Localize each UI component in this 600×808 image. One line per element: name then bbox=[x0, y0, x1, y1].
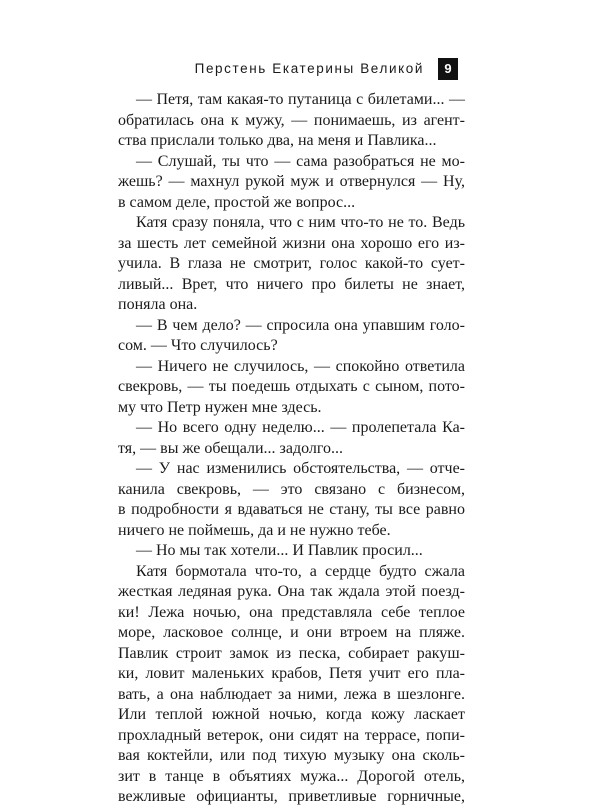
text-line: Катя бормотала что-то, а сердце будто сжала bbox=[136, 562, 465, 580]
text-line: ства прислали только два, на меня и Павлика... bbox=[118, 132, 437, 149]
page-header bbox=[120, 58, 470, 80]
text-line: ки! Лежа ночью, она представляла себе теплое bbox=[118, 603, 465, 621]
text-line: ничего не поймешь, да и не нужно тебе. bbox=[118, 521, 391, 539]
text-line: поняла она. bbox=[118, 296, 198, 313]
text-line: вая коктейли, или под тихую музыку она сколь- bbox=[118, 747, 465, 764]
text-line: — У нас изменились обстоятельства, — отче- bbox=[136, 460, 465, 477]
text-line: — В чем дело? — спросила она упавшим голо- bbox=[136, 316, 465, 334]
text-line: Павлик строит замок из песка, собирает ракуш- bbox=[118, 644, 465, 662]
text-line: жешь? — махнул рукой муж и отвернулся — Ну, bbox=[118, 173, 465, 190]
text-line: зит в танце в объятиях мужа... Дорогой отель, bbox=[118, 767, 465, 785]
text-line: ки, ловит маленьких крабов, Петя учит его пла- bbox=[118, 665, 465, 682]
text-line: свекровь, — ты поедешь отдыхать с сыном, пото- bbox=[118, 378, 465, 395]
text-line: му что Петр нужен мне здесь. bbox=[118, 398, 322, 416]
text-line: сом. — Что случилось? bbox=[118, 337, 278, 354]
text-line: в подробности я вдаваться не стану, ты все равно bbox=[118, 501, 465, 518]
text-line: обратилась она к мужу, — понимаешь, из агент- bbox=[118, 111, 465, 129]
text-line: жесткая ледяная рука. Она так ждала этой поезд- bbox=[118, 583, 465, 600]
text-line: Катя сразу поняла, что с ним что-то не то. Ведь bbox=[136, 214, 465, 231]
text-line: за шесть лет семейной жизни она хорошо его из- bbox=[118, 234, 465, 252]
text-line: ливый... Врет, что ничего про билеты не знает, bbox=[118, 275, 465, 293]
text-line: канила свекровь, — это связано с бизнесом, bbox=[118, 480, 465, 498]
text-line: учила. В глаза не смотрит, голос какой-то сует- bbox=[118, 255, 465, 272]
text-line: в самом деле, простой же вопрос... bbox=[118, 193, 356, 211]
page-number: 9 bbox=[438, 58, 458, 80]
text-line: вать, а она наблюдает за ними, лежа в шезлонге. bbox=[118, 685, 465, 703]
text-line: — Но мы так хотели... И Павлик просил... bbox=[136, 542, 423, 559]
text-line: — Слушай, ты что — сама разобраться не мо- bbox=[136, 152, 465, 170]
text-line: Или теплой южной ночью, когда кожу ласкает bbox=[118, 706, 465, 723]
text-line: прохладный ветерок, они сидят на террасе, попи- bbox=[118, 726, 465, 744]
text-line: тя, — вы же обещали... задолго... bbox=[118, 439, 344, 457]
book-text bbox=[118, 90, 465, 808]
text-line: вежливые официанты, приветливые горничные, bbox=[118, 788, 465, 805]
text-line: — Петя, там какая-то путаница с билетами... — bbox=[136, 91, 465, 108]
text-line: море, ласковое солнце, и они втроем на пляже. bbox=[118, 624, 465, 641]
text-line: — Ничего не случилось, — спокойно ответила bbox=[136, 357, 465, 375]
running-title: Перстень Екатерины Великой bbox=[194, 61, 424, 76]
text-line: — Но всего одну неделю... — пролепетала Ка- bbox=[136, 419, 465, 436]
